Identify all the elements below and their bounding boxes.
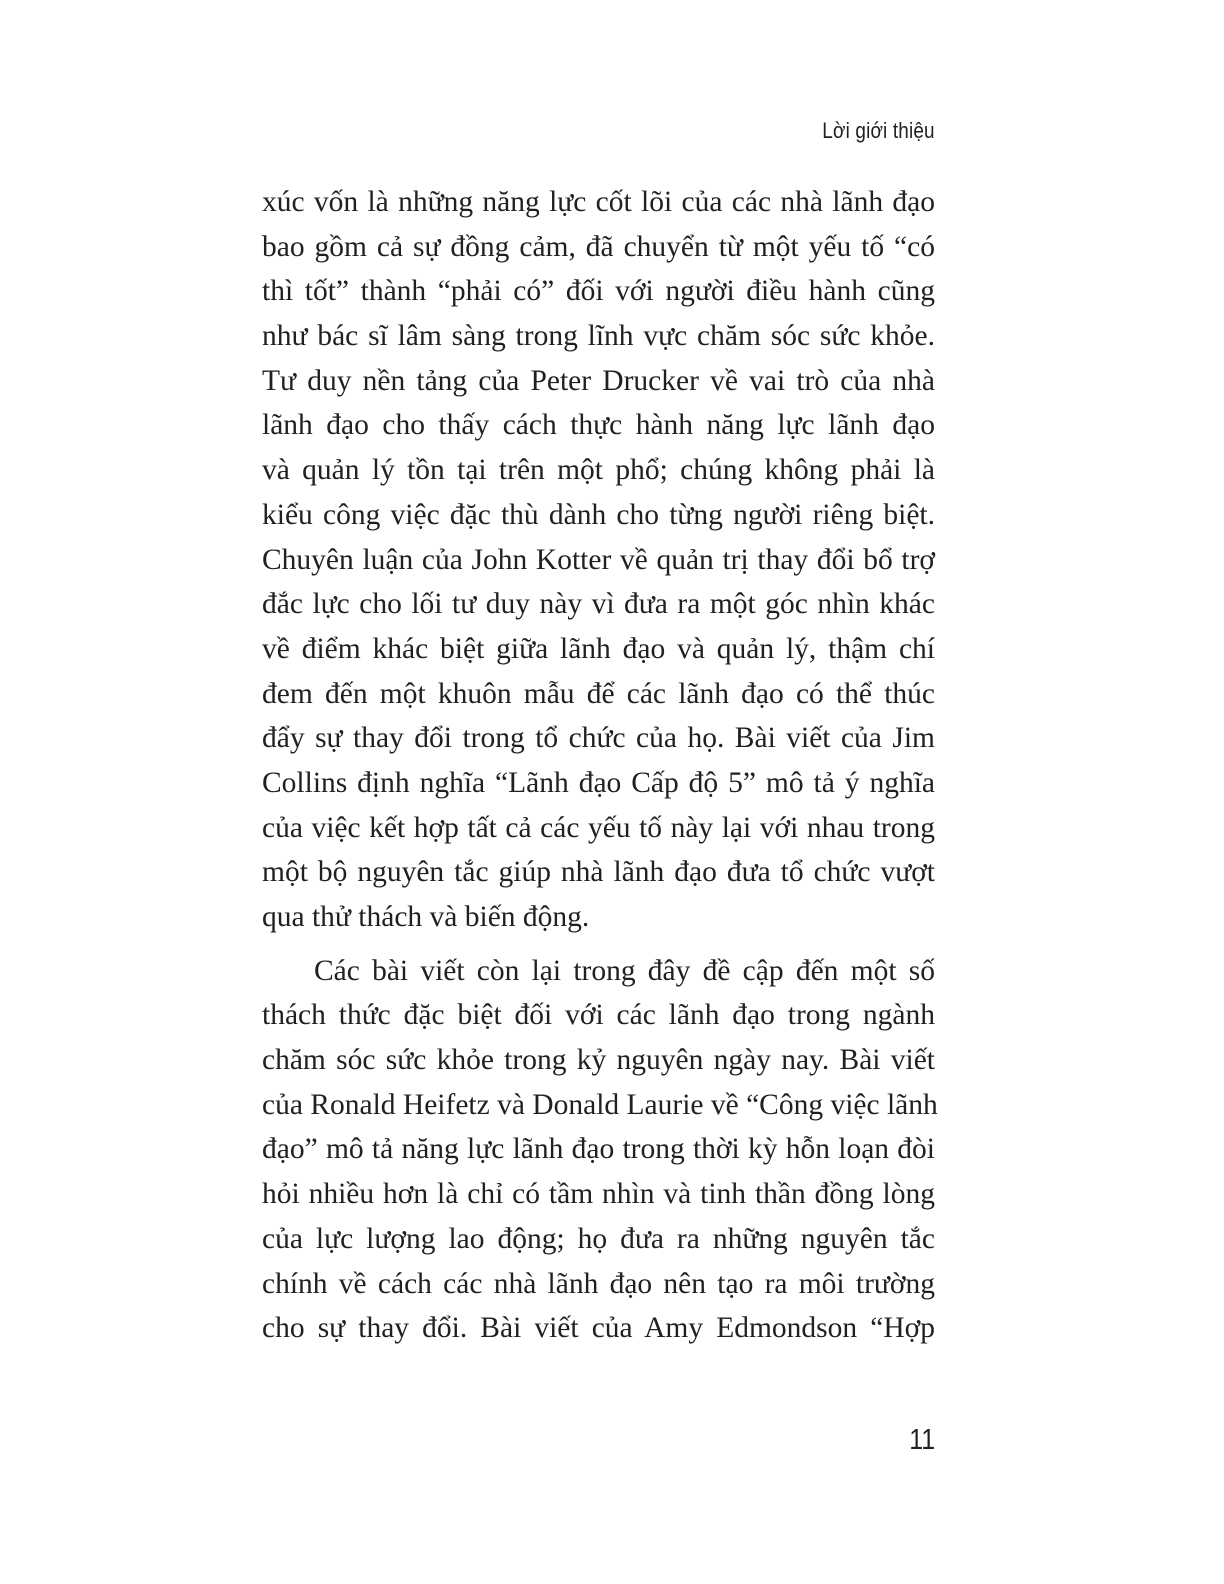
text-line: của Ronald Heifetz và Donald Laurie về “Công việc lãnh [262, 1088, 938, 1121]
text-line: thì tốt” thành “phải có” đối với người điều hành cũng [262, 275, 935, 308]
paragraph-1 [262, 180, 935, 940]
paragraph-2 [262, 949, 938, 1351]
text-line: qua thử thách và biến động. [262, 901, 590, 933]
running-header: Lời giới thiệu [822, 118, 935, 143]
text-line: một bộ nguyên tắc giúp nhà lãnh đạo đưa tổ chức vượt [262, 856, 935, 889]
text-line: của lực lượng lao động; họ đưa ra những nguyên tắc [262, 1222, 935, 1255]
text-line: lãnh đạo cho thấy cách thực hành năng lực lãnh đạo [262, 409, 935, 442]
text-line: Các bài viết còn lại trong đây đề cập đến một số [314, 954, 935, 987]
text-line: xúc vốn là những năng lực cốt lõi của các nhà lãnh đạo [262, 186, 935, 218]
text-line: đẩy sự thay đổi trong tổ chức của họ. Bài viết của Jim [262, 722, 935, 755]
paragraph-spacer [262, 940, 935, 949]
text-line: bao gồm cả sự đồng cảm, đã chuyển từ một yếu tố “có [262, 230, 935, 263]
text-line: đem đến một khuôn mẫu để các lãnh đạo có thể thúc [262, 677, 935, 710]
text-line: về điểm khác biệt giữa lãnh đạo và quản lý, thậm chí [262, 632, 935, 665]
text-line: Collins định nghĩa “Lãnh đạo Cấp độ 5” mô tả ý nghĩa [262, 766, 935, 799]
text-line: chính về cách các nhà lãnh đạo nên tạo ra môi trường [262, 1267, 935, 1300]
page-number: 11 [909, 1424, 935, 1456]
text-line: chăm sóc sức khỏe trong kỷ nguyên ngày nay. Bài viết [262, 1044, 935, 1077]
body-text [262, 180, 938, 1351]
text-line: đắc lực cho lối tư duy này vì đưa ra một góc nhìn khác [262, 588, 935, 621]
text-line: Tư duy nền tảng của Peter Drucker về vai trò của nhà [262, 364, 935, 397]
text-line: hỏi nhiều hơn là chỉ có tầm nhìn và tinh thần đồng lòng [262, 1178, 935, 1211]
text-line: và quản lý tồn tại trên một phổ; chúng không phải là [262, 454, 935, 487]
text-line: đạo” mô tả năng lực lãnh đạo trong thời kỳ hỗn loạn đòi [262, 1133, 935, 1166]
text-line: thách thức đặc biệt đối với các lãnh đạo trong ngành [262, 999, 935, 1032]
text-line: cho sự thay đổi. Bài viết của Amy Edmondson “Hợp [262, 1312, 935, 1345]
text-line: Chuyên luận của John Kotter về quản trị thay đổi bổ trợ [262, 543, 935, 576]
text-line: như bác sĩ lâm sàng trong lĩnh vực chăm sóc sức khỏe. [262, 320, 935, 353]
text-line: của việc kết hợp tất cả các yếu tố này lại với nhau trong [262, 811, 935, 844]
text-line: kiểu công việc đặc thù dành cho từng người riêng biệt. [262, 498, 935, 531]
